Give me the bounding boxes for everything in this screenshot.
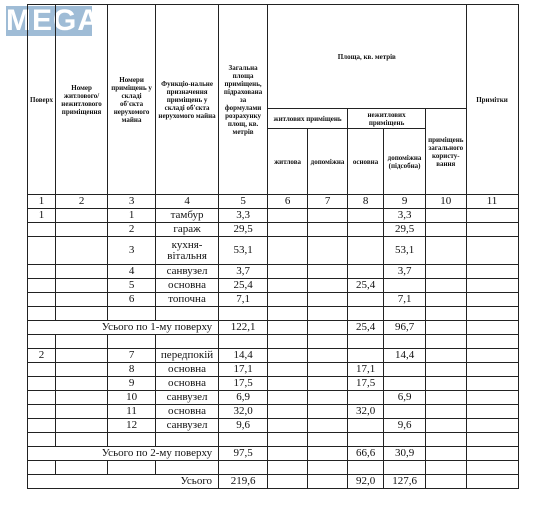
header-main: основна [348,129,384,195]
table-row [28,363,519,377]
room-number: 12 [108,419,156,433]
floor-total: 122,1 [219,321,268,335]
room-number: 3 [108,237,156,265]
room-main [348,209,384,223]
room-total: 14,4 [219,349,268,363]
room-main: 17,5 [348,377,384,391]
room-aux: 9,6 [384,419,426,433]
room-number: 1 [108,209,156,223]
col-number: 1 [28,195,56,209]
floor-cell: 2 [28,349,56,363]
room-number: 10 [108,391,156,405]
table-row [28,419,519,433]
table-row [28,391,519,405]
table-row [28,237,519,265]
room-total: 29,5 [219,223,268,237]
room-purpose: основна [156,279,219,293]
floor-total-label: Усього по 1-му поверху [28,321,219,335]
col-number: 10 [426,195,466,209]
header-common: приміщень загального користу-вання [426,109,466,195]
floor-area-table [27,4,519,489]
table-row [28,349,519,363]
room-aux: 14,4 [384,349,426,363]
room-aux [384,279,426,293]
header-notes: Примітки [466,5,518,195]
room-total: 25,4 [219,279,268,293]
room-purpose: передпокій [156,349,219,363]
room-main: 17,1 [348,363,384,377]
header-floor: Поверх [28,5,56,195]
room-main [348,223,384,237]
table-row [28,377,519,391]
spacer-row [28,307,519,321]
col-number: 9 [384,195,426,209]
room-main [348,349,384,363]
room-number: 5 [108,279,156,293]
room-aux: 7,1 [384,293,426,307]
floor-total-main: 25,4 [348,321,384,335]
room-number: 6 [108,293,156,307]
table-row [28,279,519,293]
room-number: 11 [108,405,156,419]
grand-total: 219,6 [219,475,268,489]
room-total: 9,6 [219,419,268,433]
floor-total-main: 66,6 [348,447,384,461]
header-aux: допоміжна [308,129,348,195]
col-number: 3 [108,195,156,209]
header-living: житлова [268,129,308,195]
spacer-row [28,461,519,475]
room-main [348,419,384,433]
room-main: 32,0 [348,405,384,419]
floor-total-label: Усього по 2-му поверху [28,447,219,461]
room-main [348,265,384,279]
room-purpose: гараж [156,223,219,237]
grand-total-aux: 127,6 [384,475,426,489]
room-total: 53,1 [219,237,268,265]
room-main [348,293,384,307]
grand-total-main: 92,0 [348,475,384,489]
col-number: 2 [56,195,108,209]
room-number: 2 [108,223,156,237]
room-purpose: санвузел [156,391,219,405]
floor-total-aux: 30,9 [384,447,426,461]
header-area-group: Площа, кв. метрів [268,5,466,109]
room-aux [384,363,426,377]
grand-total-label: Усього [28,475,219,489]
room-purpose: основна [156,363,219,377]
room-total: 3,7 [219,265,268,279]
room-purpose: топочна [156,293,219,307]
room-total: 7,1 [219,293,268,307]
room-main: 25,4 [348,279,384,293]
header-aux-service: допоміжна (підсобна) [384,129,426,195]
room-aux: 3,7 [384,265,426,279]
floor-total-row [28,447,519,461]
room-total: 17,5 [219,377,268,391]
floor-total-aux: 96,7 [384,321,426,335]
floor-total: 97,5 [219,447,268,461]
room-aux: 53,1 [384,237,426,265]
room-purpose: санвузел [156,419,219,433]
header-total-area: Загальна площа приміщень, підрахована за формулами розрахунку площ, кв. метрів [219,5,268,195]
col-number: 5 [219,195,268,209]
col-number: 7 [308,195,348,209]
room-purpose: основна [156,405,219,419]
grand-total-row [28,475,519,489]
room-aux: 29,5 [384,223,426,237]
table-row [28,209,519,223]
header-room-numbers: Номери приміщень у складі об'єкта нерухомого майна [108,5,156,195]
room-purpose: основна [156,377,219,391]
room-number: 9 [108,377,156,391]
room-purpose: санвузел [156,265,219,279]
spacer-row [28,433,519,447]
room-purpose: тамбур [156,209,219,223]
header-living-group: житлових приміщень [268,109,348,129]
room-total: 6,9 [219,391,268,405]
room-aux [384,405,426,419]
room-aux: 6,9 [384,391,426,405]
room-total: 3,3 [219,209,268,223]
header-purpose: Функціо-нальне призначення приміщень у складі об'єкта нерухомого майна [156,5,219,195]
room-total: 17,1 [219,363,268,377]
table-row [28,405,519,419]
table-row [28,293,519,307]
header-nonliving-group: нежитлових приміщень [348,109,426,129]
room-main [348,237,384,265]
floor-total-row [28,321,519,335]
floor-cell: 1 [28,209,56,223]
room-total: 32,0 [219,405,268,419]
room-number: 7 [108,349,156,363]
spacer-row [28,335,519,349]
table-row [28,265,519,279]
col-number: 8 [348,195,384,209]
room-main [348,391,384,405]
room-number: 4 [108,265,156,279]
col-number: 11 [466,195,518,209]
col-number: 4 [156,195,219,209]
room-aux: 3,3 [384,209,426,223]
col-number: 6 [268,195,308,209]
room-purpose: кухня-вітальня [156,237,219,265]
table-row [28,223,519,237]
mega-watermark-logo: MEGA [6,4,100,37]
room-number: 8 [108,363,156,377]
header-unit-number: Номер житлового/ нежитлового приміщення [56,5,108,195]
room-aux [384,377,426,391]
